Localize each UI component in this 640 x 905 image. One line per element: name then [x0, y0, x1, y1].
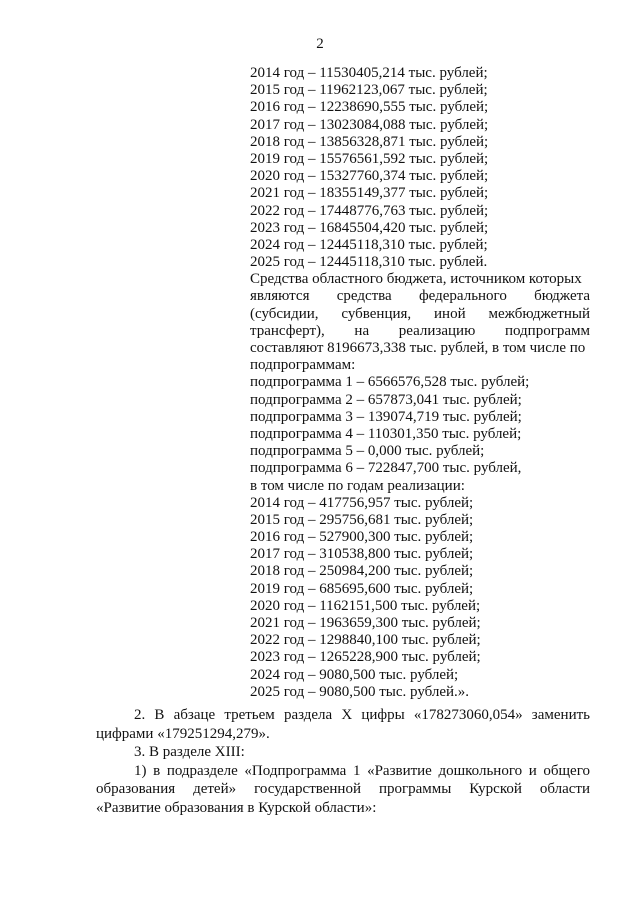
paragraph-line: являются средства федерального бюджета	[250, 288, 590, 305]
federal-year-line: 2020 год – 1162151,500 тыс. рублей;	[250, 597, 481, 614]
federal-year-line: 2021 год – 1963659,300 тыс. рублей;	[250, 615, 481, 631]
federal-year-line: 2017 год – 310538,800 тыс. рублей;	[250, 546, 474, 563]
budget-year-line: 2020 год – 15327760,374 тыс. рублей;	[250, 168, 489, 185]
paragraph-line: 2. В абзаце третьем раздела X цифры «178273060,054» заменить	[134, 707, 590, 723]
subprogram-line: подпрограмма 1 – 6566576,528 тыс. рублей;	[250, 374, 530, 391]
federal-year-line: 2014 год – 417756,957 тыс. рублей;	[250, 494, 474, 511]
budget-year-line: 2014 год – 11530405,214 тыс. рублей;	[250, 65, 488, 81]
paragraph-line: (субсидии, субвенция, иной межбюджетный	[250, 305, 590, 322]
paragraph-line: образования детей» государственной программы Курской области	[96, 781, 590, 797]
subprogram-line: подпрограмма 3 – 139074,719 тыс. рублей;	[250, 408, 522, 425]
federal-year-line: 2015 год – 295756,681 тыс. рублей;	[250, 511, 474, 528]
subprogram-list	[250, 374, 590, 477]
paragraph-line: цифрами «179251294,279».	[96, 725, 270, 742]
federal-year-line: 2019 год – 685695,600 тыс. рублей;	[250, 580, 474, 597]
budget-year-line: 2016 год – 12238690,555 тыс. рублей;	[250, 99, 489, 116]
paragraph-line: Средства областного бюджета, источником которых	[250, 271, 582, 288]
federal-year-line: 2023 год – 1265228,900 тыс. рублей;	[250, 649, 481, 666]
amendment-text	[96, 706, 590, 817]
federal-year-line: 2024 год – 9080,500 тыс. рублей;	[250, 666, 459, 683]
federal-funds-paragraph	[250, 271, 590, 374]
budget-year-line: 2024 год – 12445118,310 тыс. рублей;	[250, 236, 488, 253]
budget-year-line: 2018 год – 13856328,871 тыс. рублей;	[250, 133, 489, 150]
by-years-intro: в том числе по годам реализации:	[250, 477, 465, 494]
paragraph-line: «Развитие образования в Курской области»:	[96, 799, 377, 816]
budget-year-line: 2019 год – 15576561,592 тыс. рублей;	[250, 150, 489, 167]
subprogram-line: подпрограмма 4 – 110301,350 тыс. рублей;	[250, 425, 522, 442]
federal-year-line: 2016 год – 527900,300 тыс. рублей;	[250, 529, 474, 546]
item-3-1-paragraph	[96, 762, 590, 818]
budget-year-line: 2017 год – 13023084,088 тыс. рублей;	[250, 116, 489, 133]
page-number: 2	[316, 36, 324, 52]
paragraph-line: подпрограммам:	[250, 357, 356, 374]
item-3-heading: 3. В разделе XIII:	[134, 744, 245, 760]
subprogram-line: подпрограмма 5 – 0,000 тыс. рублей;	[250, 443, 485, 460]
budget-year-line: 2022 год – 17448776,763 тыс. рублей;	[250, 202, 489, 219]
budget-year-line: 2021 год – 18355149,377 тыс. рублей;	[250, 185, 489, 202]
federal-year-line: 2022 год – 1298840,100 тыс. рублей;	[250, 632, 481, 649]
federal-year-line: 2018 год – 250984,200 тыс. рублей;	[250, 563, 474, 580]
budget-year-line: 2015 год – 11962123,067 тыс. рублей;	[250, 82, 488, 99]
subprogram-line: подпрограмма 2 – 657873,041 тыс. рублей;	[250, 391, 522, 408]
paragraph-line: 1) в подразделе «Подпрограмма 1 «Развитие дошкольного и общего	[134, 762, 590, 779]
budget-by-year-list	[250, 65, 590, 271]
budget-year-line: 2023 год – 16845504,420 тыс. рублей;	[250, 219, 489, 236]
item-2-paragraph	[96, 706, 590, 743]
subprogram-line: подпрограмма 6 – 722847,700 тыс. рублей,	[250, 460, 522, 477]
paragraph-line: составляют 8196673,338 тыс. рублей, в том числе по	[250, 340, 586, 356]
federal-by-year-list	[250, 495, 590, 701]
funding-column	[250, 65, 590, 701]
budget-year-line: 2025 год – 12445118,310 тыс. рублей.	[250, 254, 488, 271]
federal-year-line: 2025 год – 9080,500 тыс. рублей.».	[250, 683, 470, 700]
paragraph-line: трансферт), на реализацию подпрограмм	[250, 322, 590, 339]
